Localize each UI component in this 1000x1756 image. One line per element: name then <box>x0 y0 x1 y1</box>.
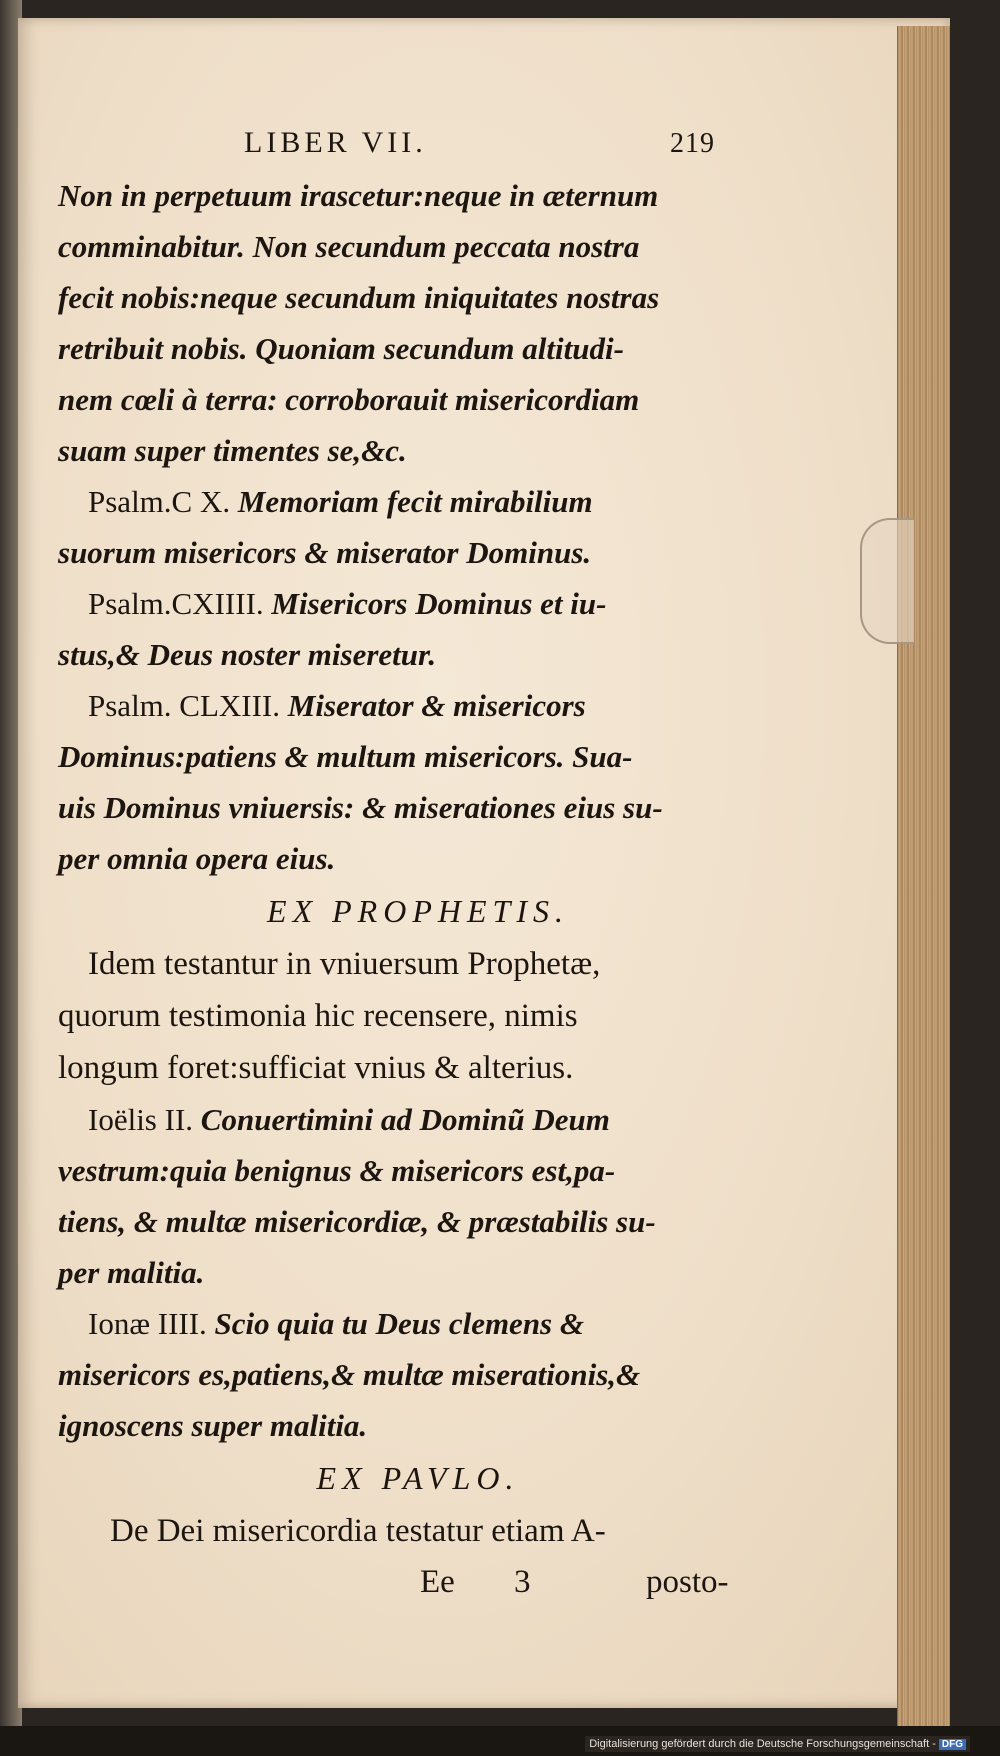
psalm-line: Dominus:patiens & multum misericors. Sua- <box>58 739 633 774</box>
psalm-reference: Psalm.CXIIII. <box>88 586 264 621</box>
ioel-line: tiens, & multæ misericordiæ, & præstabilis su- <box>58 1204 656 1239</box>
psalm-line: per omnia opera eius. <box>58 841 336 876</box>
psalm-line: stus,& Deus noster miseretur. <box>58 637 437 672</box>
roman-line: longum foret:sufficiat vnius & alterius. <box>58 1050 574 1086</box>
text-line: comminabitur. Non secundum peccata nostra <box>58 229 640 264</box>
text-line: nem cœli à terra: corroborauit misericordiam <box>58 382 640 417</box>
psalm-line <box>58 476 778 527</box>
psalm-text: Memoriam fecit mirabilium <box>237 484 593 519</box>
ionas-line <box>58 1298 778 1349</box>
catchword: posto- <box>646 1564 729 1600</box>
dfg-logo-badge: DFG <box>939 1739 966 1750</box>
page-header <box>58 126 778 170</box>
ionas-reference: Ionæ IIII. <box>88 1306 207 1341</box>
signature-number: 3 <box>514 1564 531 1600</box>
section-heading-paulo: EX PAVLO. <box>316 1460 520 1496</box>
psalm-citations <box>58 476 778 884</box>
roman-line: quorum testimonia hic recensere, nimis <box>58 998 578 1034</box>
ioel-citation <box>58 1094 778 1298</box>
psalm-text: Miserator & misericors <box>287 688 586 723</box>
ioel-line <box>58 1094 778 1145</box>
text-line: suam super timentes se,&c. <box>58 433 407 468</box>
psalm-line: uis Dominus vniuersis: & miserationes eius su- <box>58 790 663 825</box>
roman-paragraph <box>58 938 778 1094</box>
signature-line <box>58 1557 778 1607</box>
psalm-line <box>58 680 778 731</box>
running-title: LIBER VII. <box>244 126 427 159</box>
ionas-line: ignoscens super malitia. <box>58 1408 368 1443</box>
footer-bar <box>0 1726 1000 1756</box>
roman-line: Idem testantur in vniuersum Prophetæ, <box>88 946 601 982</box>
psalm-reference: Psalm. CLXIII. <box>88 688 281 723</box>
ioel-line: vestrum:quia benignus & misericors est,pa- <box>58 1153 616 1188</box>
credit-text: Digitalisierung gefördert durch die Deutsche Forschungsgemeinschaft - <box>589 1738 936 1750</box>
text-line: Non in perpetuum irascetur:neque in æternum <box>58 178 659 213</box>
signature-mark: Ee <box>420 1564 455 1600</box>
ioel-text: Conuertimini ad Dominũ Deum <box>200 1102 610 1137</box>
ioel-line: per malitia. <box>58 1255 205 1290</box>
digitization-credit <box>585 1736 970 1752</box>
page-number: 219 <box>670 128 715 159</box>
ionas-citation <box>58 1298 778 1451</box>
clip-tab <box>860 518 914 644</box>
book-page <box>18 18 950 1708</box>
ioel-reference: Ioëlis II. <box>88 1102 194 1137</box>
psalm-text: Misericors Dominus et iu- <box>271 586 607 621</box>
text-block <box>58 126 778 1607</box>
opening-lines <box>58 170 778 476</box>
ionas-line: misericors es,patiens,& multæ miserationis,& <box>58 1357 641 1392</box>
text-line: retribuit nobis. Quoniam secundum altitudi- <box>58 331 624 366</box>
psalm-reference: Psalm.C X. <box>88 484 231 519</box>
psalm-line: suorum misericors & miserator Dominus. <box>58 535 592 570</box>
page-edges <box>897 26 950 1726</box>
section-heading-prophetis: EX PROPHETIS. <box>267 893 569 929</box>
text-line: fecit nobis:neque secundum iniquitates nostras <box>58 280 660 315</box>
closing-line: De Dei misericordia testatur etiam A- <box>110 1513 606 1549</box>
psalm-line <box>58 578 778 629</box>
ionas-text: Scio quia tu Deus clemens & <box>214 1306 584 1341</box>
